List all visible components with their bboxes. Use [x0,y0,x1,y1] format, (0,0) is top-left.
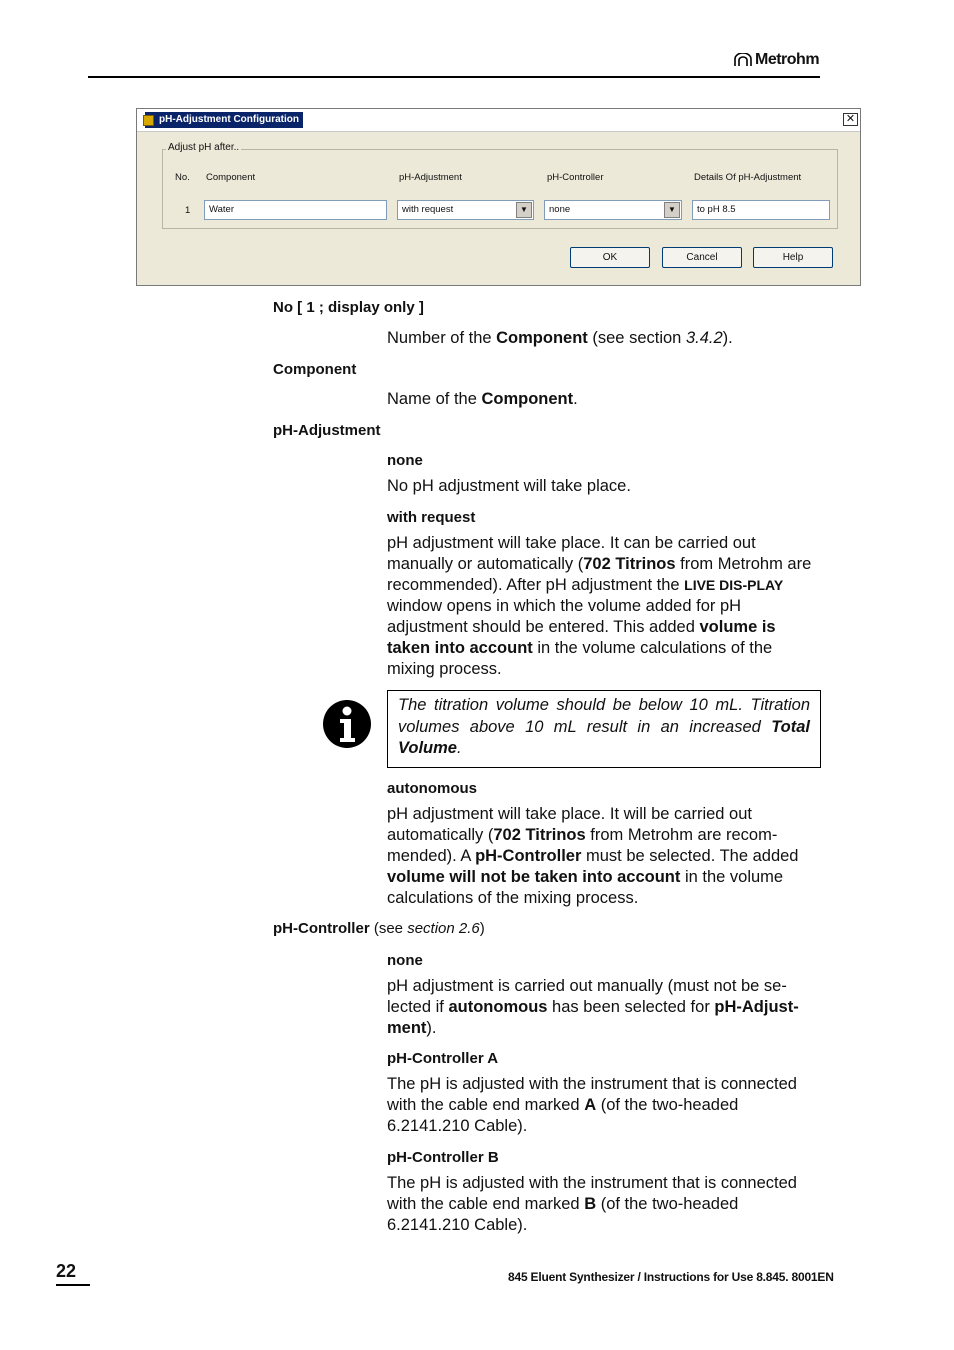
header-rule [88,76,820,78]
footer-title: 845 Eluent Synthesizer / Instructions for Use 8.845. 8001EN [508,1270,834,1284]
autonomous-term: autonomous [387,780,477,797]
row-number: 1 [185,205,191,216]
cancel-button[interactable]: Cancel [662,247,742,268]
controller-none-description: pH adjustment is carried out manually (must not be se-lected if autonomous has been selected for pH-Adjust-ment). [387,977,799,1037]
note-box: The titration volume should be below 10 mL. Titration volumes above 10 mL result in an increased Total Volume. [387,690,821,768]
info-icon [323,700,371,748]
chevron-down-icon: ▼ [520,205,528,214]
component-field[interactable]: Water [204,200,387,220]
ph-controller-term: pH-Controller (see section 2.6) [273,920,485,937]
dialog-app-icon [143,115,154,126]
controller-b-description: The pH is adjusted with the instrument that is connected with the cable end marked B (of the two-headed 6.2141.210 Cable). [387,1174,797,1234]
ph-adjustment-dropdown-button[interactable] [516,202,532,218]
none-description: No pH adjustment will take place. [387,477,631,495]
column-header-no: No. [175,172,190,183]
with-request-term: with request [387,509,476,526]
metrohm-logo-icon [733,53,753,67]
none-term: none [387,452,423,469]
with-request-description: pH adjustment will take place. It can be carried out manually or automatically (702 Titrinos from Metrohm are recommended). After pH adjustment the LIVE DIS-PLAY window opens in which the volume added for pH adjustment should be entered. This added volume is taken into account in the volume calculations of the mixing process. [387,534,812,678]
help-button[interactable]: Help [753,247,833,268]
component-term: Component [273,361,357,378]
no-description: Number of the Component (see section 3.4.2). [387,329,733,347]
ph-adjustment-dialog [136,108,861,286]
no-term: No [ 1 ; display only ] [273,299,424,316]
brand-name: Metrohm [755,51,820,68]
controller-b-term: pH-Controller B [387,1149,499,1166]
chevron-down-icon: ▼ [668,205,676,214]
ph-controller-select[interactable]: none [544,200,682,220]
column-header-component: Component [206,172,256,183]
details-field[interactable]: to pH 8.5 [692,200,830,220]
group-label: Adjust pH after.. [168,142,240,153]
controller-a-term: pH-Controller A [387,1050,499,1067]
component-description: Name of the Component. [387,390,578,408]
controller-none-term: none [387,952,423,969]
page-number: 22 [56,1261,90,1286]
ph-controller-dropdown-button[interactable] [664,202,680,218]
column-header-ph-controller: pH-Controller [547,172,604,183]
ph-adjustment-select[interactable]: with request [397,200,534,220]
column-header-ph-adjustment: pH-Adjustment [399,172,462,183]
close-button[interactable] [843,113,858,126]
autonomous-description: pH adjustment will take place. It will be carried out automatically (702 Titrinos from Metrohm are recom-mended). A pH-Controller must be selected. The added volume will not be taken into account in the volume calculations of the mixing process. [387,805,799,907]
controller-a-description: The pH is adjusted with the instrument that is connected with the cable end marked A (of the two-headed 6.2141.210 Cable). [387,1075,797,1135]
ph-adjustment-term: pH-Adjustment [273,422,381,439]
metrohm-logo [733,51,819,69]
ok-button[interactable]: OK [570,247,650,268]
dialog-title: pH-Adjustment Configuration [145,112,303,128]
column-header-details: Details Of pH-Adjustment [694,172,802,183]
close-icon: ✕ [845,113,856,125]
